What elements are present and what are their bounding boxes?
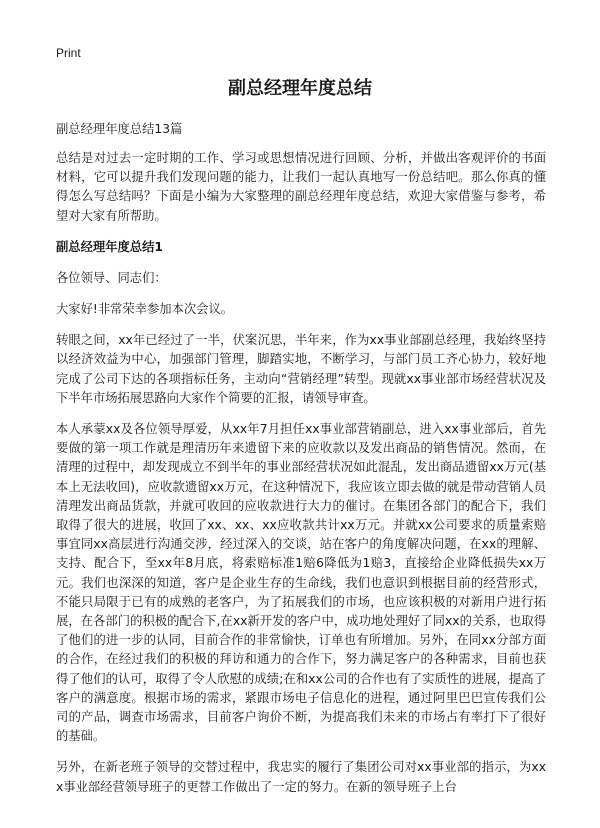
section-heading: 副总经理年度总结1 — [56, 239, 163, 254]
body-paragraph-1: 转眼之间，xx年已经过了一半，伏案沉思，半年来，作为xx事业部副总经理，我始终坚持以经济效益为中心，加强部门管理，脚踏实地，不断学习，与部门员工齐心协力，较好地完成了公司下达的各项指标任务，主动向“营销经理”转型。现就xx事业部市场经营状况及下半年市场拓展思路向大家作个简要的汇报，请领导审查。 — [56, 333, 546, 405]
greeting-paragraph: 各位领导、同志们： — [56, 270, 167, 285]
opening-paragraph: 大家好!非常荣幸参加本次会议。 — [56, 302, 234, 317]
body-paragraph-3: 另外，在新老班子领导的交替过程中，我忠实的履行了集团公司对xx事业部的指示，为xxx事业部经营领导班子的更替工作做出了一定的努力。在新的领导班子上台 — [56, 760, 546, 794]
document-body — [56, 120, 546, 809]
intro-paragraph: 总结是对过去一定时期的工作、学习或思想情况进行回顾、分析，并做出客观评价的书面材料，它可以提升我们发现问题的能力，让我们一起认真地写一份总结吧。那么你真的懂得怎么写总结吗？下面是小编为大家整理的副总经理年度总结，欢迎大家借鉴与参考，希望对大家有所帮助。 — [56, 151, 546, 223]
print-link[interactable]: Print — [56, 46, 81, 60]
body-paragraph-2: 本人承蒙xx及各位领导厚爱，从xx年7月担任xx事业部营销副总，进入xx事业部后，首先要做的第一项工作就是理清历年来遗留下来的应收款以及发出商品的销售情况。然而，在清理的过程中，却发现成立不到半年的事业部经营状况如此混乱，发出商品遗留xx万元(基本上无法收回)，应收款遗留xx万元，在这种情况下，我应该立即去做的就是带动营销人员清理发出商品货款，并就可收回的应收款进行大力的催讨。在集团各部门的配合下，我们取得了很大的进展，收回了xx、xx、xx应收款共计xx万元。并就xx公司要求的质量索赔事宜同xx高层进行沟通交涉，经过深入的交谈，站在客户的角度解决问题，在xx的理解、支持、配合下，至xx年8月底，将索赔标准1赔6降低为1赔3，直接给企业降低损失xx万元。我们也深深的知道，客户是企业生存的生命线，我们也意识到根据目前的经营形式，不能只局限于已有的成熟的老客户，为了拓展我们的市场，也应该积极的对新用户进行拓展，在各部门的积极的配合下,在xx新开发的客户中，成功地处理好了同xx的关系，也取得了他们的进一步的认同，目前合作的非常愉快，订单也有所增加。另外，在同xx分部方面的合作，在经过我们的积极的拜访和通力的合作下，努力满足客户的各种需求，目前也获得了他们的认可，取得了令人欣慰的成绩;在和xx公司的合作也有了实质性的进展，提高了客户的满意度。根据市场的需求，紧跟市场电子信息化的进程，通过阿里巴巴宣传我们公司的产品，调查市场需求，目前客户询价不断，为提高我们未来的市场占有率打下了很好的基础。 — [56, 422, 546, 744]
page-title: 副总经理年度总结 — [228, 78, 372, 99]
document-subtitle: 副总经理年度总结13篇 — [56, 122, 183, 136]
